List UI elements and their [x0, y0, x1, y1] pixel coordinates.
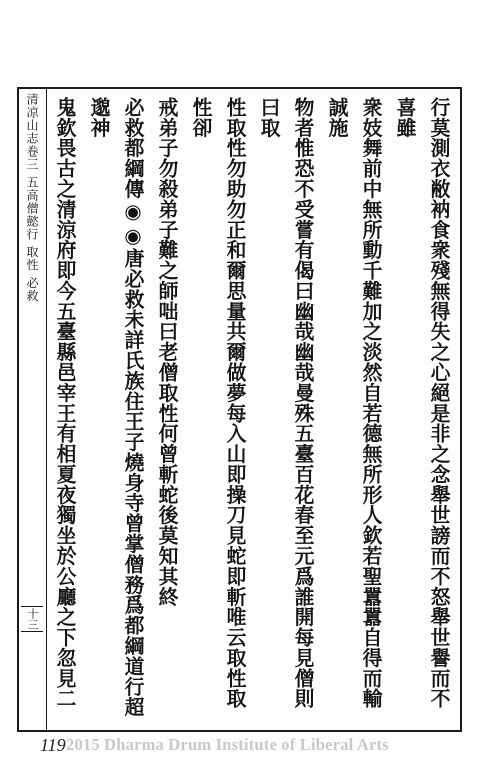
- page-number: 119: [40, 735, 66, 755]
- text-column: 必救都綱傳◉◉唐必救未詳氏族住王子燒身寺曾掌僧務爲都綱道行超邈神: [87, 97, 145, 718]
- margin-page-marker: 十三: [21, 606, 43, 632]
- text-column: 鬼欽畏古之清涼府即今五臺縣邑宰王有相夏夜獨坐於公廳之下忽見二: [53, 97, 77, 709]
- text-column: 行莫測衣敝衲食衆殘無得失之心絕是非之念舉世謗而不怒舉世譽而不喜雖: [393, 97, 451, 709]
- text-column: 物者惟恐不受嘗有偈曰幽哉幽哉曼殊五臺百花春至元爲誰開每見僧則曰取: [257, 97, 315, 709]
- text-column: 戒弟子勿殺弟子難之師咄曰老僧取性何曾斬蛇後莫知其終: [155, 97, 179, 607]
- main-text: [53, 97, 456, 725]
- watermark: 2015 Dharma Drum Institute of Liberal Arts: [66, 735, 389, 754]
- text-column: 衆妓舞前中無所動千難加之淡然自若德無所形人欽若聖囂囂自得而輸誠施: [325, 97, 383, 709]
- text-column: 性取性勿助勿正和爾思量共爾做夢每入山即操刀見蛇即斬唯云取性取性卻: [189, 97, 247, 709]
- margin-book-title: 清凉山志卷三 五高僧懿行 取性 必救: [25, 93, 39, 303]
